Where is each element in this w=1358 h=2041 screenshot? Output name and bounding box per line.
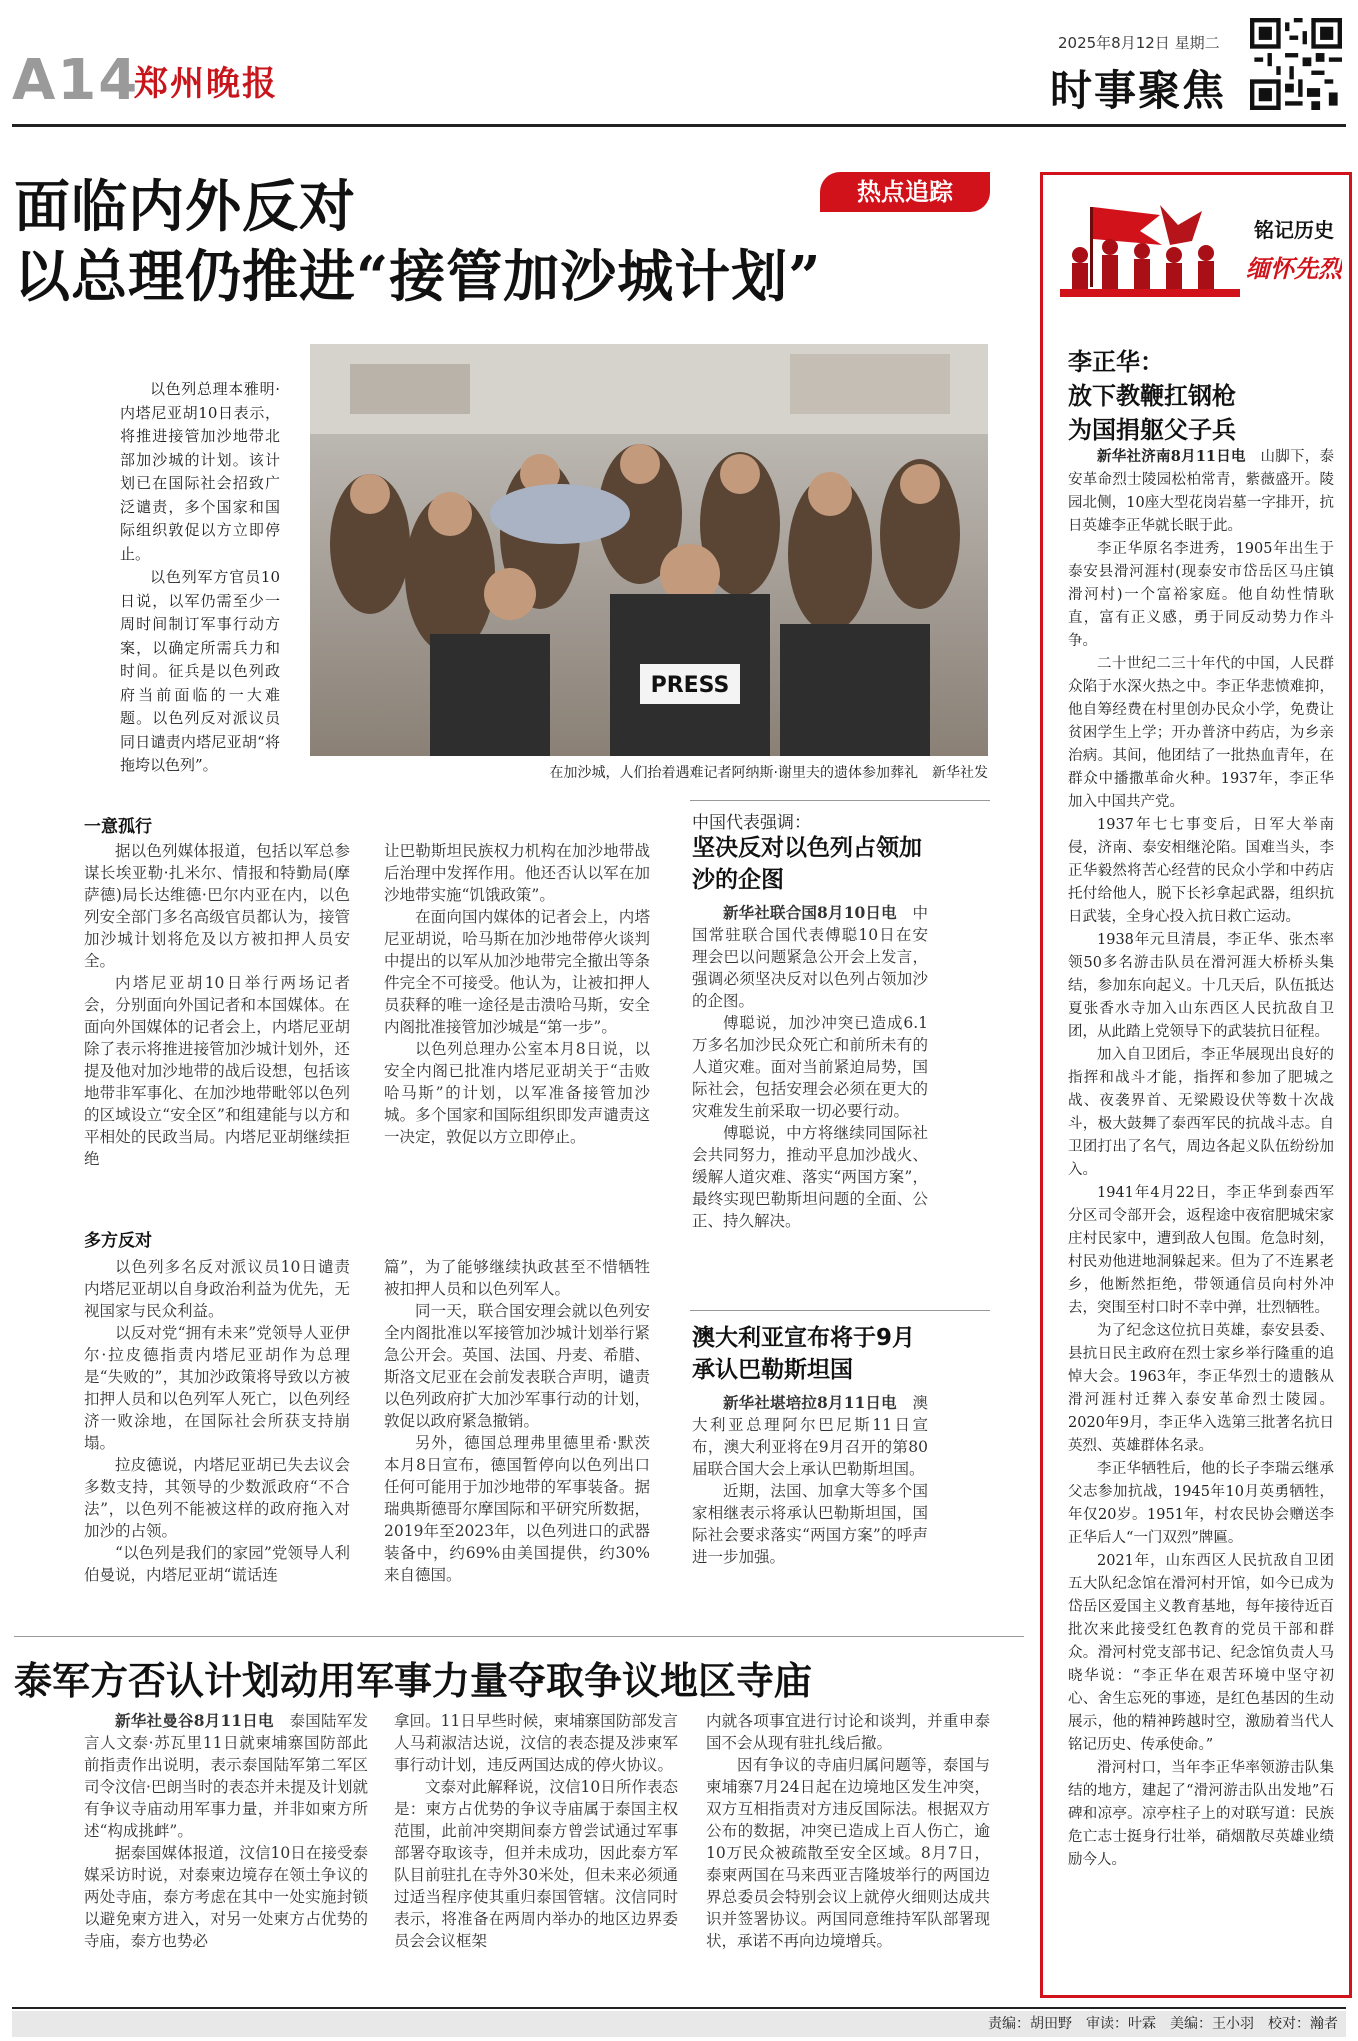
paragraph: 1937年七七事变后，日军大举南侵，济南、泰安相继沦陷。国难当头，李正华毅然将苦心经营的民众小学和中药店托付给他人，脱下长衫拿起武器，组织抗日武装，全身心投入抗日救亡运动。	[1068, 817, 1334, 925]
photo-caption: 在加沙城，人们抬着遇难记者阿纳斯·谢里夫的遗体参加葬礼 新华社发	[549, 765, 988, 781]
paragraph: 在面向国内媒体的记者会上，内塔尼亚胡说，哈马斯在加沙地带停火谈判中提出的以军从加沙地带完全撤出等条件完全不可接受。他认为，让被扣押人员获释的唯一途径是击溃哈马斯，安全内阁批准接管加沙城是“第一步”。	[384, 908, 650, 1036]
banner-title: 铭记历史	[1254, 218, 1334, 242]
footer-rule	[12, 2007, 1346, 2009]
paragraph: 澳大利亚总理阿尔巴尼斯11日宣布，澳大利亚将在9月召开的第80届联合国大会上承认巴勒斯坦国。	[692, 1394, 928, 1478]
article-column	[84, 1710, 368, 1952]
paragraph: 另外，德国总理弗里德里希·默茨本月8日宣布，德国暂停向以色列出口任何可能用于加沙地带的军事装备。据瑞典斯德哥尔摩国际和平研究所数据，2019年至2023年，以色列进口的武器装备中，约69%由美国提供，约30%来自德国。	[384, 1434, 650, 1584]
paragraph: 拉皮德说，内塔尼亚胡已失去议会多数支持，其领导的少数派政府“不合法”，以色列不能被这样的政府拖入对加沙的占领。	[84, 1456, 350, 1540]
paragraph: 因有争议的寺庙归属问题等，泰国与柬埔寨7月24日起在边境地区发生冲突，双方互相指责对方违反国际法。根据双方公布的数据，冲突已造成上百人伤亡，逾10万民众被疏散至安全区域。8月7日，泰柬两国在马来西亚吉隆坡举行的两国边界总委员会特别会议上就停火细则达成共识并签署协议。两国同意维持军队部署现状，承诺不再向边境增兵。	[706, 1756, 990, 1950]
dateline: 新华社联合国8月10日电	[723, 903, 897, 922]
history-banner	[1050, 185, 1342, 305]
section-heading-2: 多方反对	[84, 1231, 152, 1251]
section-title: 时事聚焦	[1050, 66, 1227, 115]
story-kicker: 中国代表强调：	[692, 813, 811, 833]
headline-line-2: 以总理仍推进“接管加沙城计划”	[14, 244, 822, 310]
paragraph: 以色列总理办公室本月8日说，以安全内阁已批准内塔尼亚胡关于“击败哈马斯”的计划，以军准备接管加沙城。多个国家和国际组织即发声谴责这一决定，敦促以方立即停止。	[384, 1040, 650, 1146]
header-rule	[12, 124, 1346, 127]
page-number: A14	[12, 48, 140, 113]
paragraph: 为了纪念这位抗日英雄，泰安县委、县抗日民主政府在烈士家乡举行隆重的追悼大会。1963年，李正华烈士的遗骸从滑河涯村迁葬入泰安革命烈士陵园。2020年9月，李正华入选第三批著名抗日英烈、英雄群体名录。	[1068, 1323, 1334, 1454]
paragraph: 山脚下，泰安革命烈士陵园松柏常青，紫薇盛开。陵园北侧，10座大型花岗岩墓一字排开，抗日英雄李正华就长眠于此。	[1068, 449, 1334, 534]
paragraph: 内塔尼亚胡10日举行两场记者会，分别面向外国记者和本国媒体。在面向外国媒体的记者会上，内塔尼亚胡除了表示将推进接管加沙城计划外，还提及他对加沙地带的战后设想，包括该地带非军事化、在加沙地带毗邻以色列的区域设立“安全区”和组建能与以方和平相处的民政当局。内塔尼亚胡继续拒绝	[84, 974, 350, 1168]
dateline: 新华社济南8月11日电	[1097, 448, 1246, 465]
article-column	[692, 902, 928, 1232]
paragraph: 同一天，联合国安理会就以色列安全内阁批准以军接管加沙城计划举行紧急公开会。英国、法国、丹麦、希腊、斯洛文尼亚在会前发表联合声明，谴责以色列政府扩大加沙军事行动的计划，敦促以政府紧急撤销。	[384, 1302, 650, 1430]
paragraph: 篇”，为了能够继续执政甚至不惜牺牲被扣押人员和以色列军人。	[384, 1258, 650, 1298]
story-headline: 坚决反对以色列占领加沙的企图	[692, 835, 922, 893]
paragraph: 2021年，山东西区人民抗敌自卫团五大队纪念馆在滑河村开馆，如今已成为岱岳区爱国主义教育基地，每年接待近百批次来此接受红色教育的党员干部和群众。滑河村党支部书记、纪念馆负责人马晓华说：“李正华在艰苦环境中坚守初心、舍生忘死的事迹，是红色基因的生动展示，他的精神跨越时空，激励着当代人铭记历史、传承使命。”	[1068, 1553, 1334, 1753]
paragraph: 泰国陆军发言人文泰·苏瓦里11日就柬埔寨国防部此前指责作出说明，表示泰国陆军第二军区司令汶信·巴朗当时的表态并未提及计划就有争议寺庙动用军事力量，并非如柬方所述“构成挑衅”。	[84, 1712, 368, 1840]
divider	[690, 1310, 990, 1311]
paragraph: 傅聪说，中方将继续同国际社会共同努力，推动平息加沙战火、缓解人道灾难、落实“两国方案”，最终实现巴勒斯坦问题的全面、公正、持久解决。	[692, 1124, 928, 1230]
lede-paragraph: 以色列军方官员10日说，以军仍需至少一周时间制订军事行动方案，以确定所需兵力和时间。征兵是以色列政府当前面临的一大难题。以色列反对派议员同日谴责内塔尼亚胡“将拖垮以色列”。	[120, 568, 280, 774]
press-vest-label: PRESS	[650, 673, 730, 698]
paragraph: 据泰国媒体报道，汶信10日在接受泰媒采访时说，对泰柬边境存在领土争议的两处寺庙，泰方考虑在其中一处实施封锁以避免柬方进入，对另一处柬方占优势的寺庙，泰方也势必	[84, 1844, 368, 1950]
paragraph: 中国常驻联合国代表傅聪10日在安理会巴以问题紧急公开会上发言，强调必须坚决反对以色列占领加沙的企图。	[692, 904, 928, 1010]
sidebar-headline	[1068, 345, 1338, 447]
paragraph: 拿回。11日早些时候，柬埔寨国防部发言人马莉淑洁达说，汶信的表态提及涉柬军事行动计划，违反两国达成的停火协议。	[394, 1712, 678, 1774]
paragraph: 据以色列媒体报道，包括以军总参谋长埃亚勒·扎米尔、情报和特勤局(摩萨德)局长达维德·巴尔内亚在内，以色列安全部门多名高级官员都认为，接管加沙城计划将危及以方被扣押人员安全。	[84, 842, 350, 970]
paragraph: 二十世纪二三十年代的中国，人民群众陷于水深火热之中。李正华悲愤难抑，他自筹经费在村里创办民众小学，免费让贫困学生上学；开办普济中药店，为乡亲治病。其间，他团结了一批热血青年，在群众中播撒革命火种。1937年，李正华加入中国共产党。	[1068, 656, 1334, 810]
qr-code-icon	[1250, 18, 1342, 110]
paragraph: 傅聪说，加沙冲突已造成6.1万多名加沙民众死亡和前所未有的人道灾难。面对当前紧迫局势，国际社会，包括安理会必须在更大的灾难发生前采取一切必要行动。	[692, 1014, 928, 1120]
paragraph: “以色列是我们的家园”党领导人利伯曼说，内塔尼亚胡“谎话连	[84, 1544, 350, 1584]
article-column	[384, 840, 650, 1148]
paragraph: 近期，法国、加拿大等多个国家相继表示将承认巴勒斯坦国，国际社会要求落实“两国方案”的呼声进一步加强。	[692, 1482, 928, 1566]
section-heading-1: 一意孤行	[84, 817, 152, 837]
editor-credits: 责编：胡田野 审读：叶霖 美编：王小羽 校对：瀚者	[12, 2011, 1346, 2037]
dateline: 新华社堪培拉8月11日电	[723, 1393, 897, 1412]
article-column	[84, 1256, 350, 1586]
paper-logo: 郑州晚报	[134, 64, 278, 104]
article-column	[706, 1710, 990, 1952]
divider	[14, 1636, 1024, 1637]
paragraph: 内就各项事宜进行讨论和谈判，并重申泰国不会从现有驻扎线后撤。	[706, 1712, 990, 1752]
paragraph: 1941年4月22日，李正华到泰西军分区司令部开会，返程途中夜宿肥城宋家庄村民家中，遭到敌人包围。危急时刻，村民劝他进地洞躲起来。但为了不连累老乡，他断然拒绝，带领通信员向村外冲去，突围至村口时不幸中弹，壮烈牺牲。	[1068, 1185, 1334, 1316]
sidebar-headline-line: 为国捐躯父子兵	[1068, 416, 1236, 444]
lede	[120, 378, 280, 778]
article-column	[384, 1256, 650, 1586]
article-column	[84, 840, 350, 1170]
paragraph: 让巴勒斯坦民族权力机构在加沙地带战后治理中发挥作用。他还否认以军在加沙地带实施“饥饿政策”。	[384, 842, 650, 904]
sidebar-headline-line: 放下教鞭扛钢枪	[1068, 382, 1236, 410]
paragraph: 以反对党“拥有未来”党领导人亚伊尔·拉皮德指责内塔尼亚胡作为总理是“失败的”，其加沙政策将导致以方被扣押人员和以色列军人死亡，以色列经济一败涂地，在国际社会所获支持崩塌。	[84, 1324, 350, 1452]
paragraph: 滑河村口，当年李正华率领游击队集结的地方，建起了“滑河游击队出发地”石碑和凉亭。凉亭柱子上的对联写道：民族危亡志士挺身行壮举，硝烟散尽英雄业绩励今人。	[1068, 1760, 1334, 1868]
story-headline: 澳大利亚宣布将于9月承认巴勒斯坦国	[692, 1325, 916, 1383]
paragraph: 加入自卫团后，李正华展现出良好的指挥和战斗才能，指挥和参加了肥城之战、夜袭界首、无梁殿设伏等数十次战斗，极大鼓舞了泰西军民的抗战斗志。自卫团打出了名气，周边各起义队伍纷纷加入。	[1068, 1047, 1334, 1178]
lede-paragraph: 以色列总理本雅明·内塔尼亚胡10日表示，将推进接管加沙地带北部加沙城的计划。该计划已在国际社会招致广泛谴责，多个国家和国际组织敦促以方立即停止。	[120, 380, 280, 563]
issue-date: 2025年8月12日 星期二	[1058, 34, 1220, 52]
divider	[690, 800, 990, 801]
paragraph: 李正华原名李进秀，1905年出生于泰安县滑河涯村(现泰安市岱岳区马庄镇滑河村)一个富裕家庭。他自幼性情耿直，富有正义感，勇于同反动势力作斗争。	[1068, 541, 1334, 649]
paragraph: 李正华牺牲后，他的长子李瑞云继承父志参加抗战，1945年10月英勇牺牲，年仅20岁。1951年，村农民协会赠送李正华后人“一门双烈”牌匾。	[1068, 1461, 1334, 1546]
article-column	[692, 1392, 928, 1568]
paragraph: 1938年元旦清晨，李正华、张杰率领50多名游击队员在滑河涯大桥桥头集结，参加东向起义。十几天后，队伍抵达夏张香水寺加入山东西区人民抗敌自卫团，从此踏上党领导下的武装抗日征程。	[1068, 932, 1334, 1040]
sidebar-headline-line: 李正华：	[1068, 348, 1164, 376]
funeral-photo	[310, 344, 988, 756]
dateline: 新华社曼谷8月11日电	[115, 1711, 274, 1730]
paragraph: 文泰对此解释说，汶信10日所作表态是：柬方占优势的争议寺庙属于泰国主权范围，此前冲突期间泰方曾尝试通过军事部署夺取该寺，但并未成功，因此泰方军队目前驻扎在寺外30米处，但未来必须通过适当程序使其重归泰国管辖。汶信同时表示，将准备在两周内举办的地区边界委员会会议框架	[394, 1778, 678, 1950]
sidebar-article	[1068, 445, 1334, 1872]
paragraph: 以色列多名反对派议员10日谴责内塔尼亚胡以自身政治利益为优先，无视国家与民众利益。	[84, 1258, 350, 1320]
story-headline: 泰军方否认计划动用军事力量夺取争议地区寺庙	[14, 1658, 813, 1703]
banner-script: 缅怀先烈	[1246, 254, 1342, 283]
hot-topic-tag: 热点追踪	[820, 172, 990, 212]
article-column	[394, 1710, 678, 1952]
headline-line-1: 面临内外反对	[14, 174, 356, 240]
